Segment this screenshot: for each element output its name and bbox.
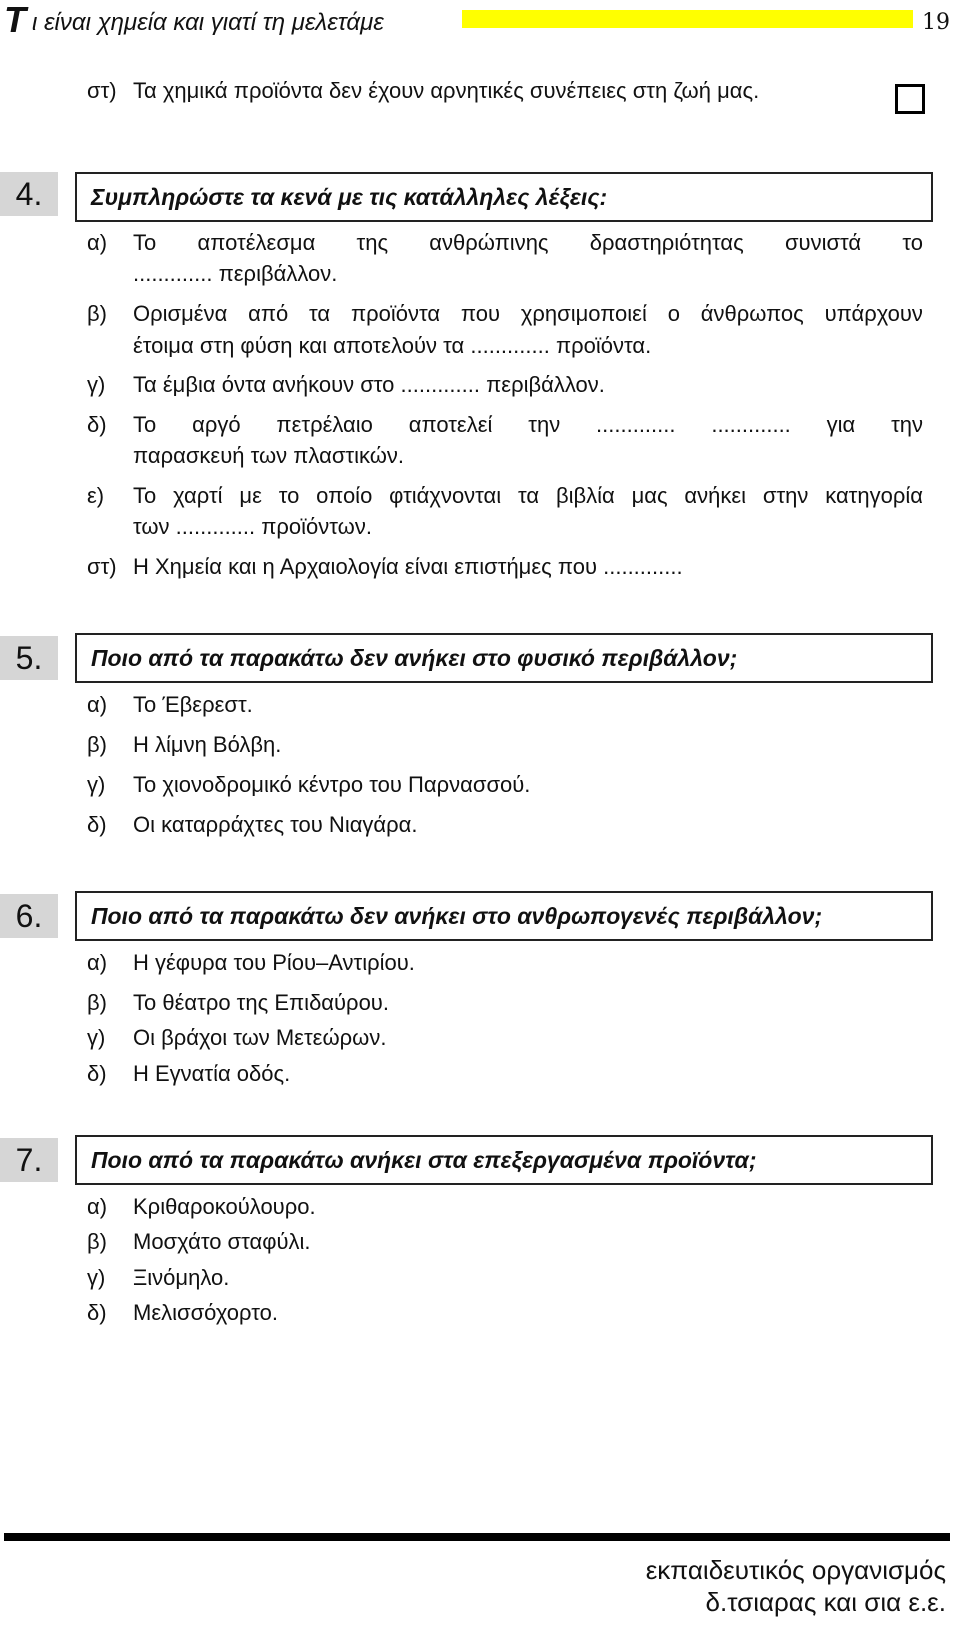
q5-option-marker: γ): [87, 772, 106, 797]
footer-rule: [4, 1533, 950, 1541]
q4-a-line2: ............. περιβάλλον.: [133, 261, 338, 286]
q4-a-marker: α): [87, 230, 108, 255]
q7-option-text: Μελισσόχορτο.: [133, 1300, 278, 1325]
prev-item-text: Τα χημικά προϊόντα δεν έχουν αρνητικές συνέπειες στη ζωή μας.: [133, 78, 760, 103]
q7-option-marker: α): [87, 1194, 108, 1219]
question-number-5: 5.: [0, 636, 58, 680]
q4-c-line1: Τα έμβια όντα ανήκουν στο ............. περιβάλλον.: [133, 372, 605, 397]
q6-option-text: Η γέφυρα του Ρίου–Αντιρίου.: [133, 950, 415, 975]
q4-e-line1: Το χαρτί με το οποίο φτιάχνονται τα βιβλία μας ανήκει στην κατηγορία: [133, 483, 923, 508]
question-4-text: Συμπληρώστε τα κενά με τις κατάλληλες λέξεις:: [91, 184, 608, 210]
q6-option-text: Το θέατρο της Επιδαύρου.: [133, 990, 389, 1015]
q6-option-marker: γ): [87, 1025, 106, 1050]
header-title-initial: Τ: [4, 0, 26, 40]
question-6-text: Ποιο από τα παρακάτω δεν ανήκει στο ανθρωπογενές περιβάλλον;: [91, 903, 823, 929]
q5-option-text: Το χιονοδρομικό κέντρο του Παρνασσού.: [133, 772, 531, 797]
answer-checkbox[interactable]: [895, 84, 925, 114]
q4-f-line1: Η Χημεία και η Αρχαιολογία είναι επιστήμες που .............: [133, 554, 683, 579]
q4-a-line1: Το αποτέλεσμα της ανθρώπινης δραστηριότητας συνιστά το: [133, 230, 923, 255]
q7-option-text: Κριθαροκούλουρο.: [133, 1194, 316, 1219]
q7-option-text: Μοσχάτο σταφύλι.: [133, 1229, 311, 1254]
q5-option-marker: β): [87, 732, 107, 757]
q4-e-line2: των ............. προϊόντων.: [133, 514, 372, 539]
q4-d-line1: Το αργό πετρέλαιο αποτελεί την ............. ............. για την: [133, 412, 923, 437]
q6-option-text: Η Εγνατία οδός.: [133, 1061, 291, 1086]
page-number: 19: [922, 10, 950, 35]
q5-option-marker: δ): [87, 812, 107, 837]
q4-c-marker: γ): [87, 372, 106, 397]
q7-option-marker: δ): [87, 1300, 107, 1325]
q7-option-marker: γ): [87, 1265, 106, 1290]
header-title: ι είναι χημεία και γιατί τη μελετάμε: [32, 9, 384, 36]
q6-option-marker: β): [87, 990, 107, 1015]
header-accent-bar: [462, 10, 913, 28]
q5-option-text: Οι καταρράχτες του Νιαγάρα.: [133, 812, 418, 837]
q6-option-marker: α): [87, 950, 108, 975]
q4-b-line1: Ορισμένα από τα προϊόντα που χρησιμοποιεί ο άνθρωπος υπάρχουν: [133, 301, 923, 326]
q4-b-line2: έτοιμα στη φύση και αποτελούν τα ............. προϊόντα.: [133, 333, 652, 358]
q4-d-marker: δ): [87, 412, 107, 437]
q6-option-marker: δ): [87, 1061, 107, 1086]
q4-b-marker: β): [87, 301, 107, 326]
question-box-6: [75, 891, 933, 941]
q7-option-text: Ξινόμηλο.: [133, 1265, 230, 1290]
question-number-7: 7.: [0, 1138, 58, 1182]
q4-f-marker: στ): [87, 554, 117, 579]
q5-option-text: Η λίμνη Βόλβη.: [133, 732, 282, 757]
question-box-5: [75, 633, 933, 683]
q6-option-text: Οι βράχοι των Μετεώρων.: [133, 1025, 387, 1050]
question-number-4: 4.: [0, 172, 58, 216]
question-7-text: Ποιο από τα παρακάτω ανήκει στα επεξεργασμένα προϊόντα;: [91, 1147, 757, 1173]
prev-item-marker: στ): [87, 78, 117, 103]
question-box-4: [75, 172, 933, 222]
q4-d-line2: παρασκευή των πλαστικών.: [133, 443, 404, 468]
q5-option-marker: α): [87, 692, 108, 717]
footer-publisher-line1: εκπαιδευτικός οργανισμός: [645, 1555, 946, 1585]
question-number-6: 6.: [0, 894, 58, 938]
q7-option-marker: β): [87, 1229, 107, 1254]
q4-e-marker: ε): [87, 483, 105, 508]
footer-publisher-line2: δ.τσιαρας και σια ε.ε.: [705, 1587, 946, 1617]
q5-option-text: Το Έβερεστ.: [133, 692, 253, 717]
question-box-7: [75, 1135, 933, 1185]
question-5-text: Ποιο από τα παρακάτω δεν ανήκει στο φυσικό περιβάλλον;: [91, 645, 738, 671]
